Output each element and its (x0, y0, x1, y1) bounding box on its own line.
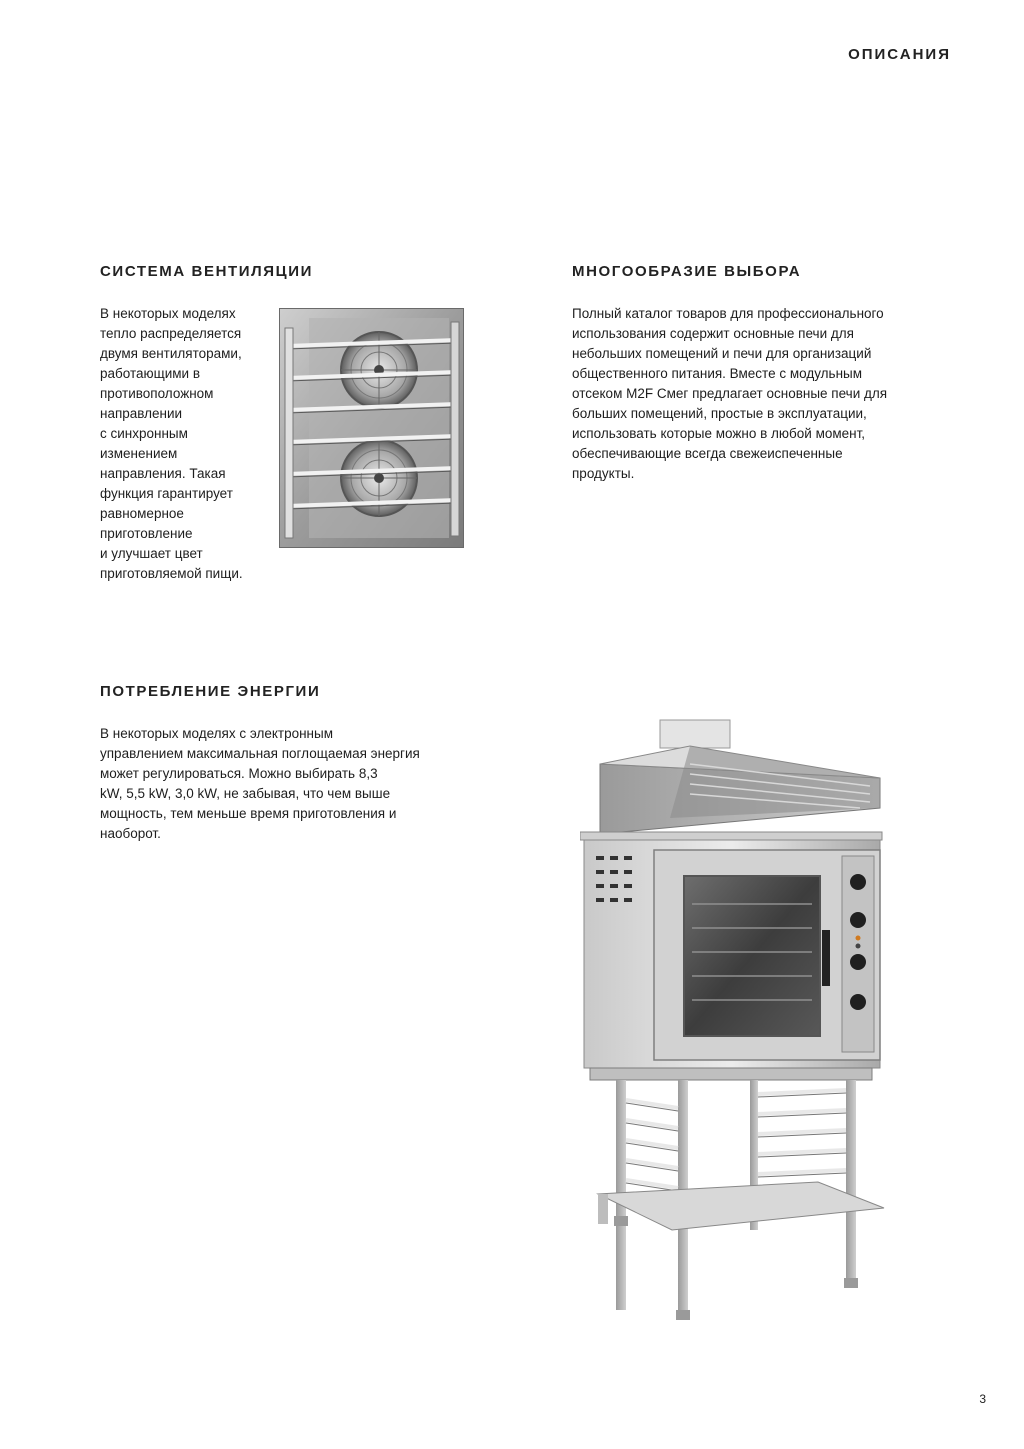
text-line: тепло распределяется (100, 326, 242, 341)
text-line: равномерное (100, 506, 184, 521)
text-line: с синхронным (100, 426, 188, 441)
text-line: направлении (100, 406, 183, 421)
text-line: kW, 5,5 kW, 3,0 kW, не забывая, что чем выше (100, 786, 391, 801)
text-line: больших помещений, простые в эксплуатации, (572, 406, 867, 421)
variety-text (572, 304, 887, 484)
text-line: противоположном (100, 386, 214, 401)
text-line: использовать которые можно в любой момент, (572, 426, 866, 441)
energy-text (100, 724, 420, 844)
text-line: использования содержит основные печи для (572, 326, 854, 341)
text-line: мощность, тем меньше время приготовления и (100, 806, 397, 821)
page-header-title: ОПИСАНИЯ (848, 46, 951, 63)
text-line: Полный каталог товаров для профессионального (572, 306, 884, 321)
text-line: обеспечивающие всегда свежеиспеченные (572, 446, 843, 461)
text-line: может регулироваться. Можно выбирать 8,3 (100, 766, 378, 781)
text-line: приготовление (100, 526, 193, 541)
text-line: двумя вентиляторами, (100, 346, 242, 361)
page-number: 3 (979, 1392, 986, 1406)
text-line: работающими в (100, 366, 201, 381)
text-line: В некоторых моделях с электронным (100, 726, 333, 741)
text-line: направления. Такая (100, 466, 226, 481)
ventilation-text (100, 304, 243, 584)
oven-on-stand-photo (580, 716, 910, 1326)
text-line: продукты. (572, 466, 635, 481)
text-line: и улучшает цвет (100, 546, 203, 561)
variety-heading: МНОГООБРАЗИЕ ВЫБОРА (572, 263, 802, 280)
text-line: наоборот. (100, 826, 161, 841)
energy-heading: ПОТРЕБЛЕНИЕ ЭНЕРГИИ (100, 683, 321, 700)
text-line: приготовляемой пищи. (100, 566, 243, 581)
text-line: В некоторых моделях (100, 306, 236, 321)
text-line: функция гарантирует (100, 486, 233, 501)
text-line: небольших помещений и печи для организаций (572, 346, 872, 361)
text-line: отсеком M2F Смег предлагает основные печи для (572, 386, 888, 401)
oven-fans-photo (279, 308, 464, 548)
text-line: общественного питания. Вместе с модульным (572, 366, 863, 381)
text-line: управлением максимальная поглощаемая энергия (100, 746, 420, 761)
text-line: изменением (100, 446, 178, 461)
ventilation-heading: СИСТЕМА ВЕНТИЛЯЦИИ (100, 263, 313, 280)
